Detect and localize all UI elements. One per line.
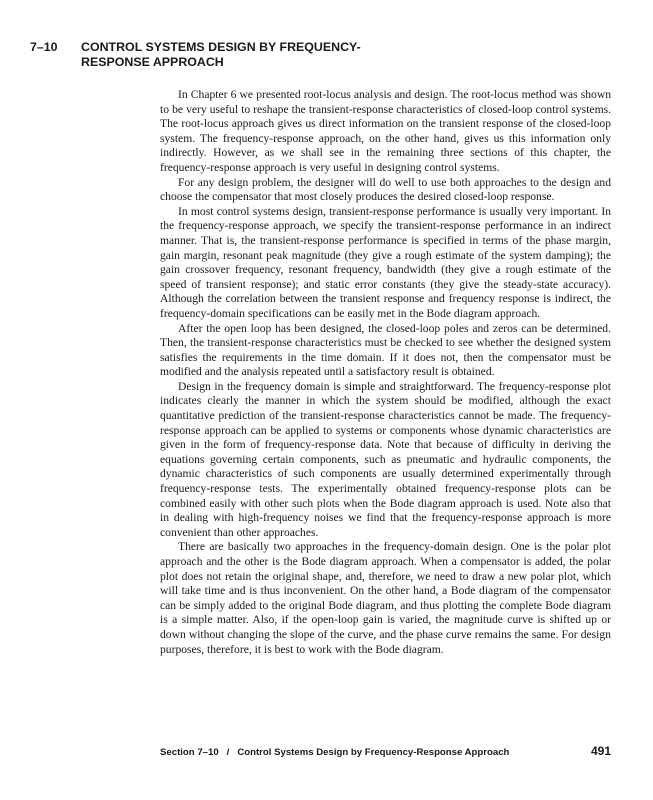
paragraph-3: In most control systems design, transient-response performance is usually very important. In the frequency-response approach, we specify the transient-response performance in an indirect manner. That is, the transient-response performance is specified in terms of the phase margin, gain margin, resonant peak magnitude (they give a rough estimate of the system damping); the gain crossover frequency, resonant frequency, bandwidth (they give a rough estimate of the speed of transient response); and static error constants (they give the steady-state accuracy). Although the correlation between the transient response and frequency response is indirect, the frequency-domain specifications can be easily met in the Bode diagram approach. xyxy=(160,204,611,320)
page-number: 491 xyxy=(590,744,611,758)
footer-separator: / xyxy=(226,747,230,758)
paragraph-6: There are basically two approaches in the frequency-domain design. One is the polar plot approach and the other is the Bode diagram approach. When a compensator is added, the polar plot does not retain the original shape, and, therefore, we need to draw a new polar plot, which will take time and is thus inconvenient. On the other hand, a Bode diagram of the compensator can be simply added to the original Bode diagram, and thus plotting the complete Bode diagram is a simple matter. Also, if the open-loop gain is varied, the magnitude curve is shifted up or down without changing the slope of the curve, and the phase curve remains the same. For design purposes, therefore, it is best to work with the Bode diagram. xyxy=(160,540,611,656)
footer-section-label: Section 7–10 xyxy=(160,747,219,758)
paragraph-2: For any design problem, the designer will do well to use both approaches to the design and choose the compensator that most closely produces the desired closed-loop response. xyxy=(160,175,611,204)
section-title: CONTROL SYSTEMS DESIGN BY FREQUENCY-RESPONSE APPROACH xyxy=(81,40,361,69)
paragraph-1: In Chapter 6 we presented root-locus analysis and design. The root-locus method was shown to be very useful to reshape the transient-response characteristics of closed-loop control systems. The root-locus approach gives us direct information on the transient response of the closed-loop system. The frequency-response approach, on the other hand, gives us this information only indirectly. However, as we shall see in the remaining three sections of this chapter, the frequency-response approach is very useful in designing control systems. xyxy=(160,88,611,174)
paragraph-5: Design in the frequency domain is simple and straightforward. The frequency-response plot indicates clearly the manner in which the system should be modified, although the exact quantitative prediction of the transient-response characteristics cannot be made. The frequency-response approach can be applied to systems or components whose dynamic characteristics are given in the form of frequency-response data. Note that because of difficulty in deriving the equations governing certain components, such as pneumatic and hydraulic components, the dynamic characteristics of such components are usually determined experimentally through frequency-response tests. The experimentally obtained frequency-response plots can be combined easily with other such plots when the Bode diagram approach is used. Note also that in dealing with high-frequency noises we find that the frequency-response approach is more convenient than other approaches. xyxy=(160,379,611,539)
section-heading xyxy=(30,40,630,70)
paragraph-4: After the open loop has been designed, the closed-loop poles and zeros can be determined. Then, the transient-response characteristics must be checked to see whether the designed system satisfies the requirements in the time domain. If it does not, then the compensator must be modified and the analysis repeated until a satisfactory result is obtained. xyxy=(160,321,611,379)
body-text xyxy=(160,88,611,657)
section-number: 7–10 xyxy=(30,40,58,54)
page-footer xyxy=(160,744,611,758)
footer-running-title: Control Systems Design by Frequency-Response Approach xyxy=(237,747,510,758)
